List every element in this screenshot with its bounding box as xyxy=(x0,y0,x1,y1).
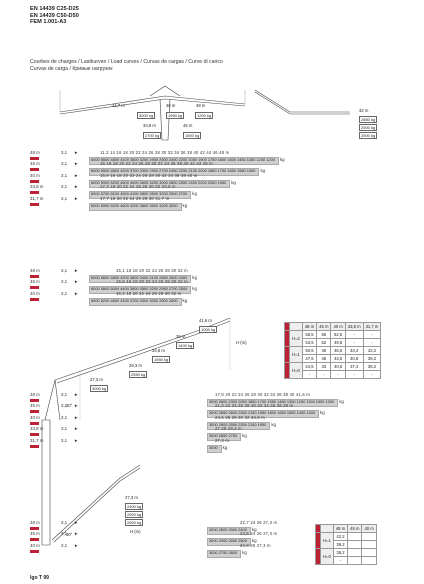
jib-length: 40 m xyxy=(30,414,40,420)
mid-dim-label: 41,6 m xyxy=(199,318,212,323)
top-load-box: 1200 kg xyxy=(197,113,212,118)
arrow-icon: ► xyxy=(74,426,79,432)
table-cell: - xyxy=(345,331,363,339)
load-unit: kg xyxy=(251,527,257,532)
min-radius: 3,1 xyxy=(61,437,68,443)
table-row xyxy=(285,347,381,355)
min-radius: 3,1 xyxy=(61,161,68,167)
jib-length: 40 m xyxy=(30,290,40,296)
load-unit: kg xyxy=(182,297,188,303)
table-cell xyxy=(362,541,376,549)
height-tag: H=1 xyxy=(290,347,303,363)
hook-icon xyxy=(30,157,39,160)
hook-icon xyxy=(30,399,39,402)
radius-values: 15,8 16 18 20 22 24 26 28 30 32 34 36 38 40 m xyxy=(100,172,198,178)
table-header: 40 m xyxy=(331,323,345,331)
table-cell: 53,5 xyxy=(302,339,316,347)
title-line-2: Curvas de carga / Кривые нагрузок xyxy=(30,66,113,72)
load-values: 6000 5900 5200 4600 4000 3600 3200 3000 2800 2550 2400 2200 2050 1950 xyxy=(91,179,227,185)
height-tag: H=0 xyxy=(290,363,303,379)
min-radius: 3,1 xyxy=(61,172,68,178)
jib-length: 45 m xyxy=(30,161,40,167)
height-tag: H=0 xyxy=(321,549,334,565)
load-values: 6000 5500 4800 4200 3700 3300 2900 2700 2450 2250 2100 2000 1850 1750 1650 1550 1500 xyxy=(91,168,256,174)
radius-values: 15 16 18 20 22 24 26 28 30 32 34 36 38 40 42 44 45 m xyxy=(100,161,213,167)
hook-icon xyxy=(30,298,39,301)
table-cell: - xyxy=(302,371,316,379)
table-cell: 46 xyxy=(317,355,331,363)
load-unit: kg xyxy=(339,399,344,404)
top-dim-label: 40 m xyxy=(166,103,176,108)
table-cell xyxy=(348,557,362,565)
table-header: 48 m xyxy=(302,323,316,331)
top-dim-label: 33,8 m xyxy=(143,123,156,128)
table-row xyxy=(316,549,377,557)
load-values: 3000 2800 2550 2350 2150 1950 xyxy=(209,421,267,427)
height-table-a xyxy=(284,322,381,379)
table-header: 45 m xyxy=(317,323,331,331)
table-cell: 37,4 xyxy=(345,363,363,371)
arrow-icon: ► xyxy=(74,520,79,525)
table-cell: 40,6 xyxy=(345,355,363,363)
table-cell: 40,5 xyxy=(331,363,345,371)
table-cell: - xyxy=(333,557,347,565)
min-radius: 3,1 xyxy=(61,392,68,397)
jib-length: 48 m xyxy=(30,520,40,525)
hook-icon xyxy=(30,422,39,425)
load-values: 3000 2850 2750 xyxy=(209,433,238,439)
top-load-box: 3000 kg xyxy=(139,113,154,118)
min-radius: 3,1 xyxy=(61,414,68,420)
table-cell: 42,2 xyxy=(363,347,381,355)
top-dim-label: 45 m xyxy=(183,123,193,128)
mid-load-box: 1950 kg xyxy=(154,357,169,362)
mid-dim-label: 29,3 m xyxy=(129,363,142,368)
table-cell: 43,4 xyxy=(345,347,363,355)
jib-length: 33,8 m xyxy=(30,184,44,190)
radius-values: 27 28 29,3 m xyxy=(215,426,242,432)
low-dim-label: 27,3 m xyxy=(125,495,138,500)
min-radius: 3,1 xyxy=(61,290,68,296)
table-cell: 56,5 xyxy=(302,331,316,339)
load-curve-row xyxy=(30,291,384,307)
jib-length: 40 m xyxy=(30,172,40,178)
top-load-box: 1500 kg xyxy=(185,133,200,138)
table-header: 40 m xyxy=(362,525,376,533)
table-row xyxy=(285,363,381,371)
arrow-icon: ► xyxy=(74,279,79,285)
arrow-icon: ► xyxy=(74,290,79,296)
load-unit: kg xyxy=(231,179,236,185)
table-cell: - xyxy=(345,371,363,379)
radius-values: 15,1 16 18 20 22 24 26 28 30 32 m xyxy=(116,268,188,273)
table-cell: 36,2 xyxy=(333,549,347,557)
arrow-icon: ► xyxy=(74,161,79,167)
arrow-icon: ► xyxy=(74,403,79,409)
load-values: 3000 2600 2300 2050 1850 1700 1550 1450 1350 1250 1150 1050 1000 xyxy=(209,399,335,404)
min-radius: 3,1 xyxy=(61,195,68,201)
table-header: 48 m xyxy=(333,525,347,533)
table-cell xyxy=(348,541,362,549)
mid-load-box: 1400 kg xyxy=(178,343,193,348)
table-header: 31,7 m xyxy=(363,323,381,331)
jib-length: 48 m xyxy=(30,268,40,273)
load-unit: kg xyxy=(260,168,266,174)
table-cell: 39,2 xyxy=(363,355,381,363)
table-cell: - xyxy=(345,339,363,347)
table-cell: 36,2 xyxy=(363,363,381,371)
table-header: 45 m xyxy=(348,525,362,533)
top-right-load-box: 2500 kg xyxy=(361,125,376,130)
load-values: 6000 5900 5200 4600 4200 3800 3500 3200 3000 xyxy=(91,202,178,208)
table-cell: 49 xyxy=(317,347,331,355)
arrow-icon: ► xyxy=(74,172,79,178)
load-unit: kg xyxy=(320,410,325,416)
mid-dim-label: 27,3 m xyxy=(90,377,103,382)
load-curve-row xyxy=(30,196,384,212)
page-footer: Igo T 99 xyxy=(30,575,49,581)
load-values: 6000 5700 5100 4500 4100 3800 3500 3200 2900 2700 xyxy=(91,191,188,197)
low-angle-label: 30° xyxy=(66,532,73,537)
jib-length: 45 m xyxy=(30,531,40,537)
low-height-label: H (m) xyxy=(130,529,141,534)
hook-icon xyxy=(30,286,39,289)
table-cell xyxy=(362,557,376,565)
min-radius: 3,1 xyxy=(61,279,68,285)
height-tag: H=2 xyxy=(290,331,303,347)
standard-line: EN 14439 C25-D25 xyxy=(30,6,79,12)
hook-icon xyxy=(30,433,39,436)
table-cell: - xyxy=(331,371,345,379)
load-unit: kg xyxy=(222,444,228,450)
hook-icon xyxy=(30,168,39,171)
radius-values: 22,7 24 26 27,3 m xyxy=(240,520,278,525)
load-values: 3000 2850 2600 2350 2150 1950 1800 1650 1550 1450 1400 xyxy=(209,410,316,416)
min-radius: 3,1 xyxy=(61,184,68,190)
radius-values: 17,8 20 22 24 26 28 30 32 34 36 38 40 41,6 m xyxy=(215,392,310,397)
low-load-box: 2600 kg xyxy=(127,520,142,525)
table-cell: 43,5 xyxy=(331,355,345,363)
mid-height-label: H (m) xyxy=(236,340,247,345)
hook-icon xyxy=(30,550,39,553)
top-dim-label: 31,7 m xyxy=(112,103,125,108)
load-unit: kg xyxy=(242,433,247,439)
hook-icon xyxy=(30,410,39,413)
table-cell xyxy=(362,549,376,557)
load-unit: kg xyxy=(182,202,188,208)
arrow-icon: ► xyxy=(74,268,79,273)
radius-values: 24,8 26 27,3 m xyxy=(240,542,271,548)
arrow-icon: ► xyxy=(74,542,79,548)
load-values: 6000 5600 4800 4100 3600 3200 2900 2600 2400 2200 2050 1900 1750 1600 1500 1450 1350 1250 1200 xyxy=(91,157,275,162)
arrow-icon: ► xyxy=(74,392,79,397)
radius-values: 11,3 14 16 18 20 22 24 26 28 30 32 34 36 38 40 42 44 46 48 m xyxy=(100,150,230,155)
min-radius: 3,1 xyxy=(61,426,68,432)
height-tag: H=1 xyxy=(321,533,334,549)
jib-length: 31,7 m xyxy=(30,437,44,443)
mid-angle-label: 30° xyxy=(66,403,73,408)
top-load-box: 1950 kg xyxy=(168,113,183,118)
radius-values: 21,2 22 24 26 28 30 32 34 36 38 39 m xyxy=(215,403,294,409)
table-cell: 43 xyxy=(317,363,331,371)
table-header: 33,8 m xyxy=(345,323,363,331)
table-cell: 52 xyxy=(317,339,331,347)
hook-icon xyxy=(30,203,39,206)
hook-icon xyxy=(30,180,39,183)
load-values: 3000 2900 2650 2500 xyxy=(209,538,247,544)
jib-length: 33,8 m xyxy=(30,426,44,432)
jib-length: 31,7 m xyxy=(30,195,44,201)
table-cell: 39,2 xyxy=(333,541,347,549)
jib-length: 45 m xyxy=(30,279,40,285)
jib-length: 40 m xyxy=(30,542,40,548)
min-radius: 3,1 xyxy=(61,403,68,409)
load-values: 6000 5200 4600 4100 3700 3300 3000 2800 2600 xyxy=(91,297,178,303)
table-cell: - xyxy=(363,371,381,379)
top-dim-label: 48 m xyxy=(196,103,206,108)
load-unit: kg xyxy=(192,275,197,280)
load-values: 3000 2750 2600 xyxy=(209,549,238,555)
radius-values: 23,5 24 26 27,3 m xyxy=(240,531,278,537)
radius-values: 17,7 18 20 22 24 26 28 30 31,7 m xyxy=(100,195,170,201)
radius-values: 27,3 m xyxy=(215,437,230,443)
mid-load-box: 1000 kg xyxy=(201,327,216,332)
load-values: 6000 5600 4800 4200 3800 3400 3100 2850 2600 2400 xyxy=(91,275,188,280)
load-unit: kg xyxy=(192,286,197,292)
mid-load-box: 3000 kg xyxy=(92,386,107,391)
jib-length: 48 m xyxy=(30,392,40,397)
min-radius: 3,1 xyxy=(61,150,68,155)
table-corner xyxy=(321,525,334,533)
arrow-icon: ► xyxy=(74,195,79,201)
load-unit: kg xyxy=(279,157,285,162)
load-values: 3000 xyxy=(209,444,218,450)
hook-icon xyxy=(30,275,39,278)
radius-values: 17,3 18 20 22 24 26 28 30 32 33,8 m xyxy=(100,184,176,190)
jib-length: 45 m xyxy=(30,403,40,409)
radius-values: 16,2 18 20 22 24 26 28 30 32 m xyxy=(116,290,182,296)
table-cell xyxy=(362,533,376,541)
table-cell: 47,5 xyxy=(302,355,316,363)
table-cell: - xyxy=(363,331,381,339)
table-cell: 44,5 xyxy=(302,363,316,371)
table-corner xyxy=(290,323,303,331)
table-cell xyxy=(348,549,362,557)
table-cell: - xyxy=(317,371,331,379)
low-load-box: 2400 kg xyxy=(127,504,142,509)
height-table-b xyxy=(315,524,377,565)
table-cell: 42,2 xyxy=(333,533,347,541)
table-cell xyxy=(348,533,362,541)
standard-line: EN 14439 C50-D50 xyxy=(30,12,79,19)
min-radius: 3,1 xyxy=(61,520,68,525)
top-right-load-box: 2500 kg xyxy=(361,133,376,138)
arrow-icon: ► xyxy=(74,150,79,155)
load-values: 6000 5800 5000 4400 3900 3500 3200 2950 2700 2500 xyxy=(91,286,188,292)
arrow-icon: ► xyxy=(74,437,79,443)
jib-length: 48 m xyxy=(30,150,40,155)
table-cell: 55 xyxy=(317,331,331,339)
hook-icon xyxy=(30,191,39,194)
table-cell: 52,5 xyxy=(331,331,345,339)
top-right-dim-label: 32 m xyxy=(359,108,369,113)
radius-values: 24,5 26 28 30 32 34,8 m xyxy=(215,414,265,420)
table-cell: 49,5 xyxy=(331,339,345,347)
load-unit: kg xyxy=(192,191,197,197)
arrow-icon: ► xyxy=(74,531,79,537)
mid-load-box: 2550 kg xyxy=(131,372,146,377)
title-line-1: Courbes de charges / Lastkurven / Load curves / Curvas de cargas / Curve di carico xyxy=(30,59,223,65)
hook-icon xyxy=(30,538,39,541)
hook-icon xyxy=(30,445,39,448)
radius-values: 15,5 16 18 20 22 24 26 28 30 32 m xyxy=(116,279,188,285)
mid-dim-label: 34,8 m xyxy=(152,348,165,353)
hook-icon xyxy=(30,527,39,530)
mid-dim-label: 39 m xyxy=(176,334,186,339)
table-cell: 50,5 xyxy=(302,347,316,355)
load-values: 3000 2800 2550 2400 xyxy=(209,527,247,532)
table-row xyxy=(285,331,381,339)
top-load-box: 2700 kg xyxy=(145,133,160,138)
min-radius: 3,1 xyxy=(61,531,68,537)
arrow-icon: ► xyxy=(74,184,79,190)
load-unit: kg xyxy=(251,538,257,544)
load-unit: kg xyxy=(271,421,276,427)
low-load-box: 2500 kg xyxy=(127,512,142,517)
table-row xyxy=(316,533,377,541)
min-radius: 3,1 xyxy=(61,268,68,273)
min-radius: 3,1 xyxy=(61,542,68,548)
load-unit: kg xyxy=(242,549,247,555)
arrow-icon: ► xyxy=(74,414,79,420)
table-cell: - xyxy=(363,339,381,347)
top-right-load-box: 2850 kg xyxy=(361,117,376,122)
table-cell: 46,5 xyxy=(331,347,345,355)
standard-line: FEM 1.001-A3 xyxy=(30,19,67,26)
load-curve-row xyxy=(30,438,384,454)
